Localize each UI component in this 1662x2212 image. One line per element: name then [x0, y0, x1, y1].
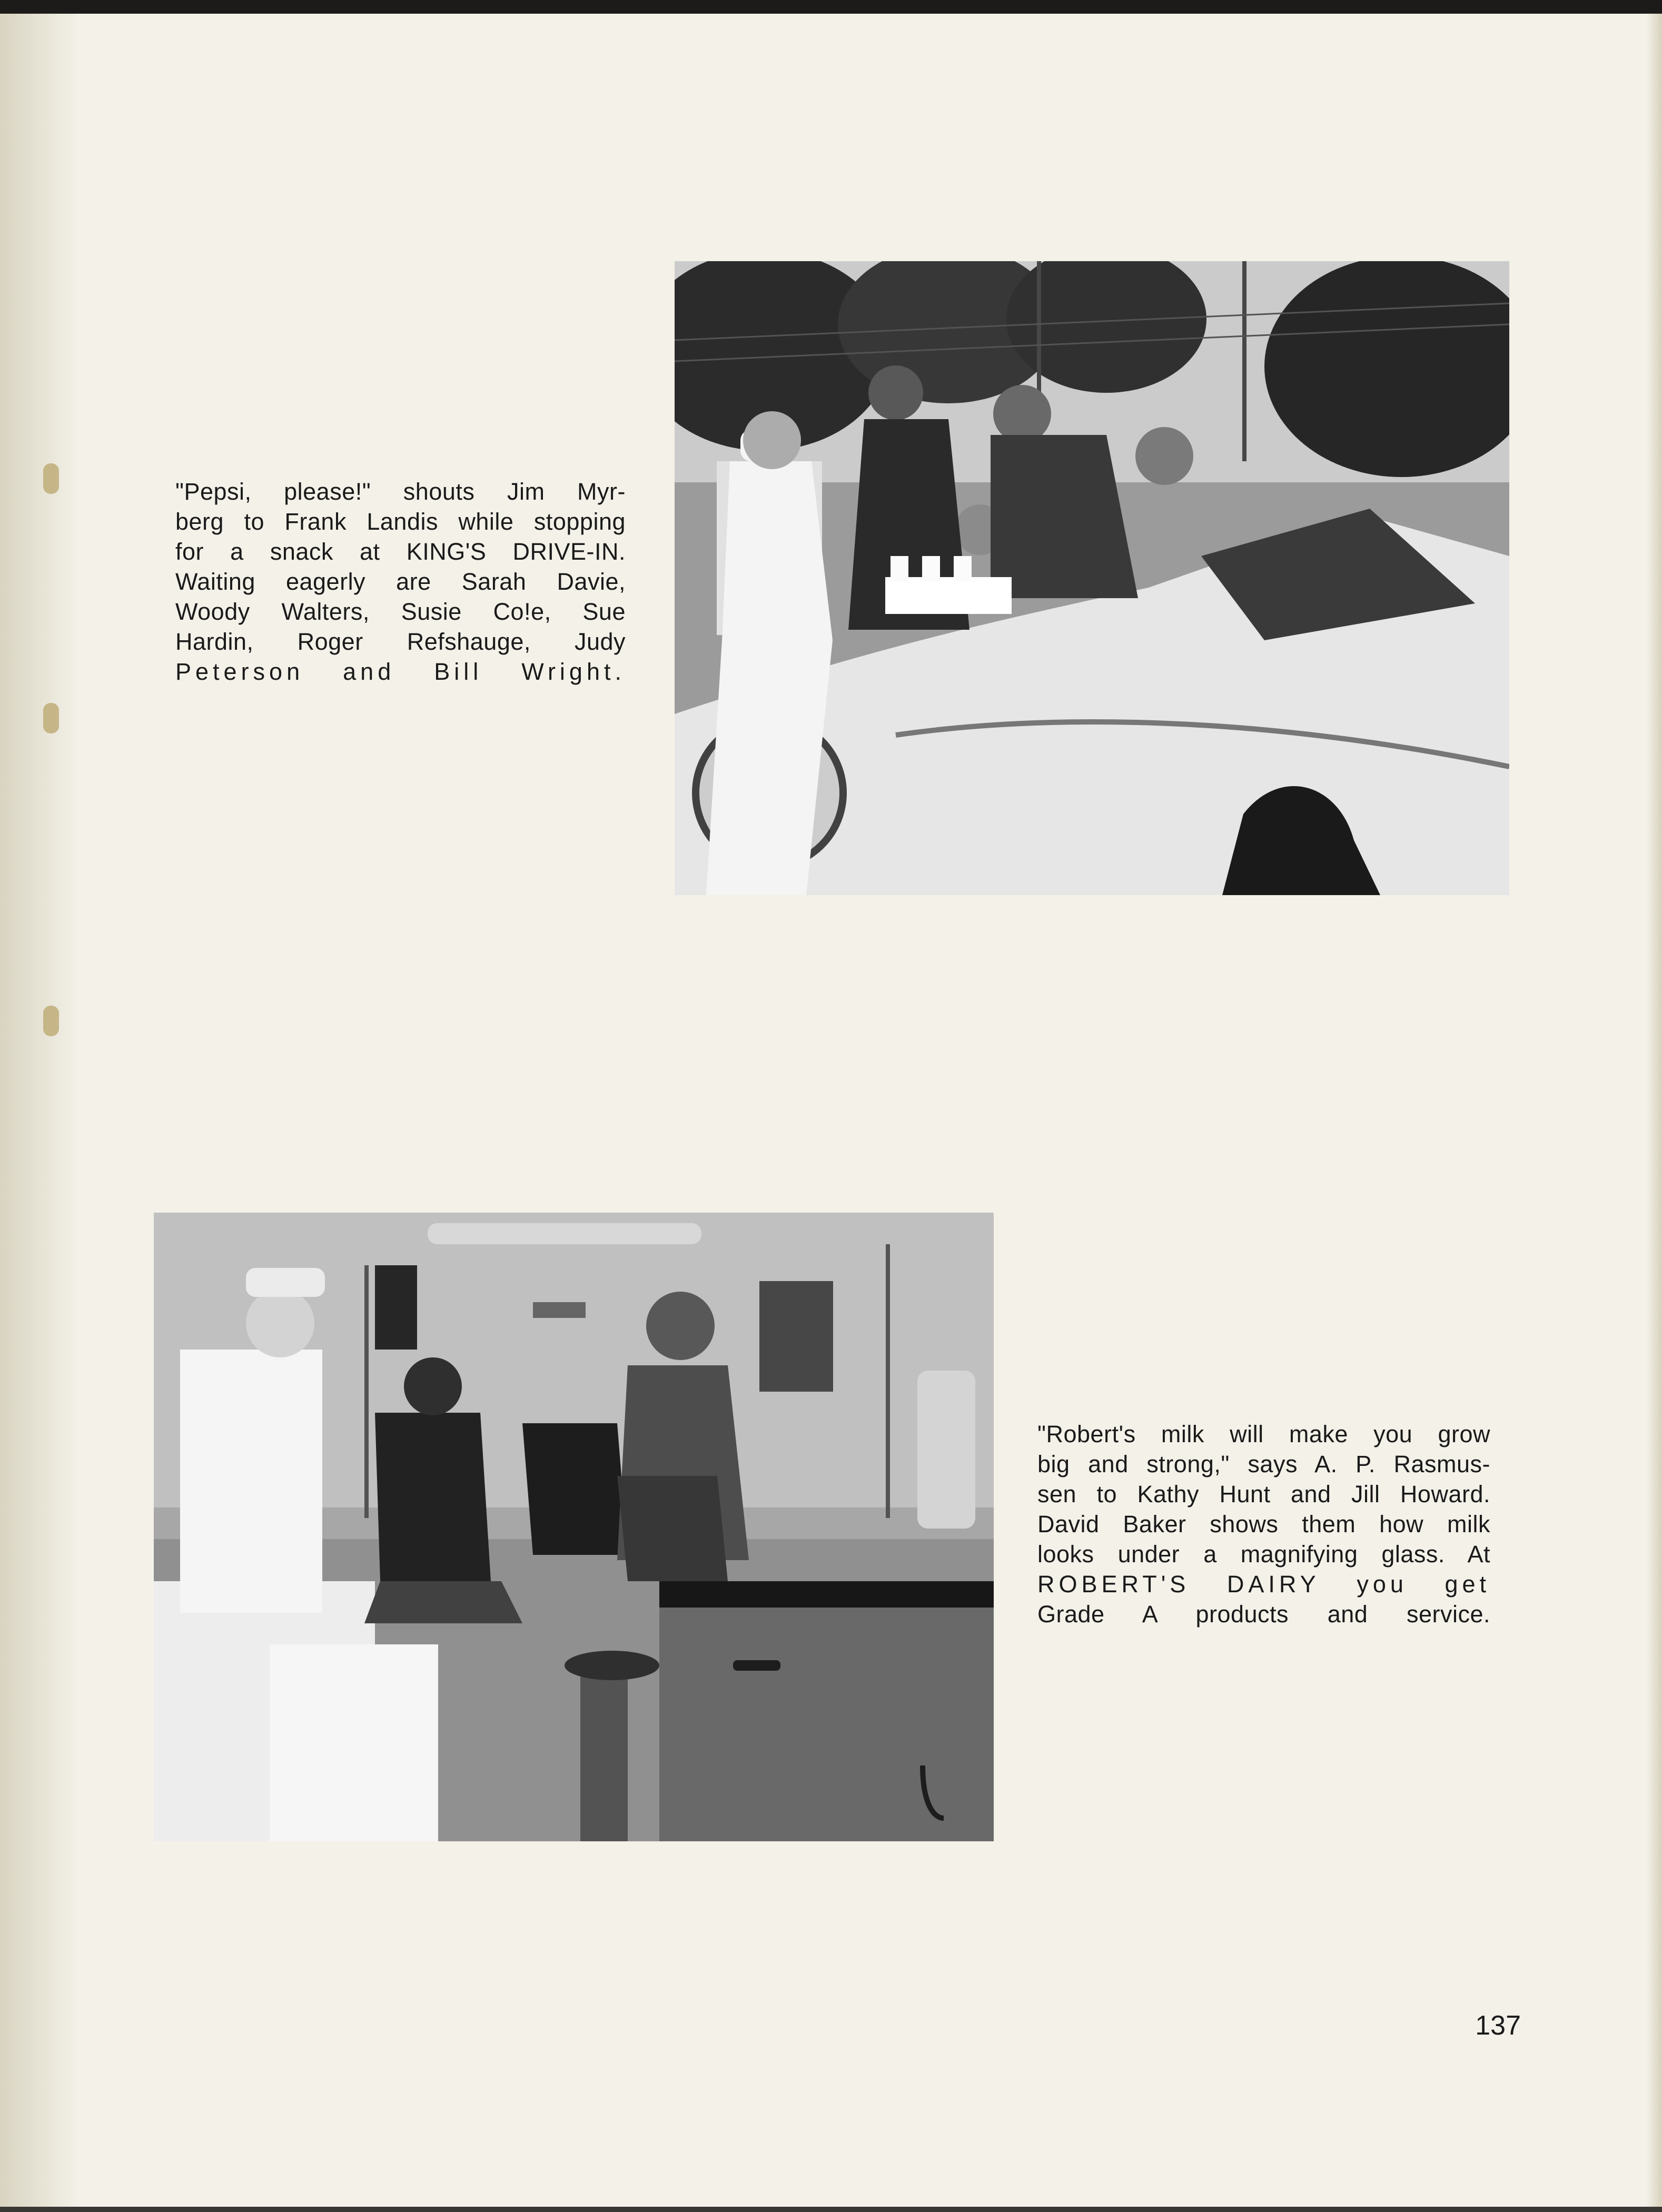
caption-line: ROBERT'S DAIRY you get	[1037, 1571, 1490, 1598]
caption-line: big and strong," says A. P. Rasmus-	[1037, 1451, 1490, 1477]
caption-line: Woody Walters, Susie Co!e, Sue	[175, 598, 626, 625]
drive-in-photo	[675, 261, 1509, 895]
dairy-photo	[154, 1213, 994, 1841]
page-number: 137	[1475, 2010, 1521, 2041]
page-binding-shadow	[0, 14, 79, 2212]
caption-line: "Robert's milk will make you grow	[1037, 1421, 1490, 1447]
caption-line: looks under a magnifying glass. At	[1037, 1541, 1490, 1568]
bottom-border	[0, 2207, 1662, 2212]
caption-line: Hardin, Roger Refshauge, Judy	[175, 628, 626, 655]
top-border	[0, 0, 1662, 14]
caption-line: Grade A products and service.	[1037, 1601, 1490, 1628]
caption-line: Peterson and Bill Wright.	[175, 658, 626, 685]
page-edge-shadow	[1646, 14, 1662, 2212]
caption-line: berg to Frank Landis while stopping	[175, 508, 626, 535]
caption-line: sen to Kathy Hunt and Jill Howard.	[1037, 1481, 1490, 1507]
binding-stain	[43, 463, 59, 494]
binding-stain	[43, 1006, 59, 1036]
binding-stain	[43, 703, 59, 733]
caption-line: Waiting eagerly are Sarah Davie,	[175, 568, 626, 595]
drive-in-caption	[175, 477, 626, 687]
caption-line: David Baker shows them how milk	[1037, 1511, 1490, 1538]
dairy-caption	[1037, 1419, 1490, 1629]
caption-line: "Pepsi, please!" shouts Jim Myr-	[175, 478, 626, 505]
caption-line: for a snack at KING'S DRIVE-IN.	[175, 538, 626, 565]
